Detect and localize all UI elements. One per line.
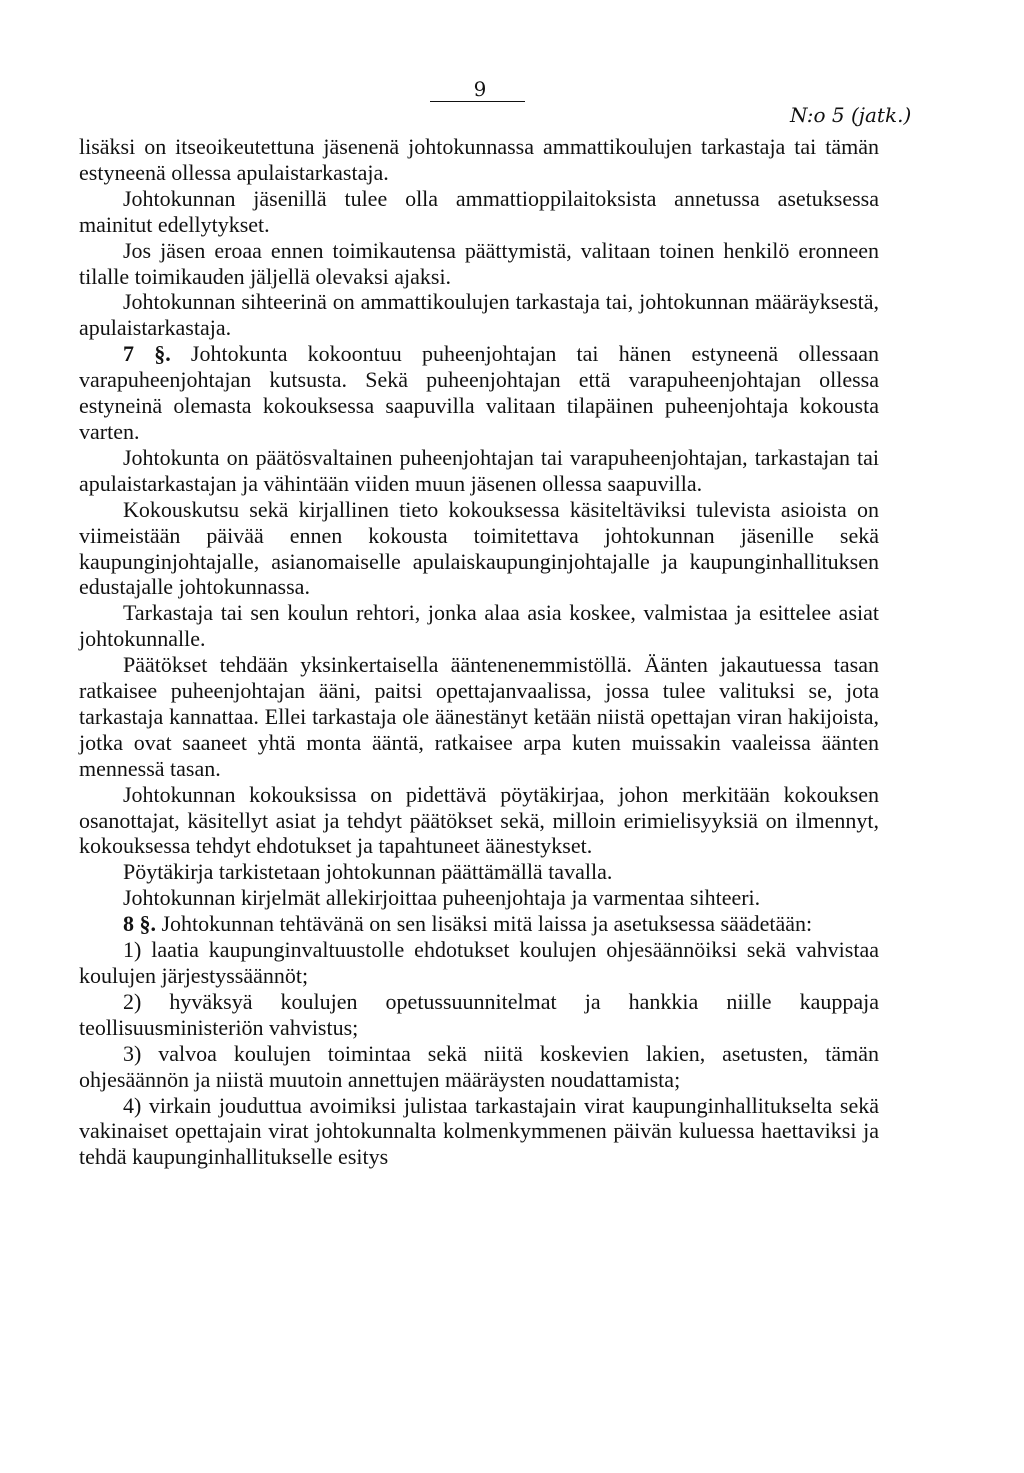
- list-item: 2) hyväksyä koulujen opetussuunnitelmat ja hankkia niille kauppaja teollisuusministeriön vahvistus;: [79, 988, 879, 1040]
- paragraph: Johtokunta on päätösvaltainen puheenjohtajan tai varapuheenjohtajan, tarkastajan tai apulaistarkastajan ja vähintään viiden muun jäsenen ollessa saapuvilla.: [79, 444, 879, 496]
- paragraph: Johtokunnan sihteerinä on ammattikoulujen tarkastaja tai, johtokunnan määräyksestä, apulaistarkastaja.: [79, 289, 879, 341]
- page-number-rule: [430, 101, 525, 102]
- section-8-paragraph: 8 §. Johtokunnan tehtävänä on sen lisäksi mitä laissa ja asetuksessa säädetään:: [123, 911, 813, 937]
- paragraph: Päätökset tehdään yksinkertaisella ääntenenemmistöllä. Äänten jakautuessa tasan ratkaisee puheenjohtajan ääni, paitsi opettajanvaalissa, jossa tulee valituksi se, jota tarkastaja kannattaa. Ellei tarkastaja ole äänestänyt ketään niistä opettajan viran hakijoista, jotka ovat saaneet yhtä monta ääntä, ratkaisee arpa kuten muissakin vaaleissa äänten mennessä tasan.: [79, 652, 879, 781]
- paragraph: Jos jäsen eroaa ennen toimikautensa päättymistä, valitaan toinen henkilö eronneen tilalle toimikauden jäljellä olevaksi ajaksi.: [79, 237, 879, 289]
- body-text: [79, 134, 879, 1170]
- page-header: [0, 78, 1024, 128]
- list-item: 4) virkain jouduttua avoimiksi julistaa tarkastajain virat kaupunginhallitukselta sekä vakinaiset opettajain virat johtokunnalta kolmenkymmenen päivän kuluessa haettaviksi ja tehdä kaupunginhallitukselle esitys: [79, 1092, 879, 1170]
- page-number: 9: [473, 77, 487, 101]
- paragraph: Tarkastaja tai sen koulun rehtori, jonka alaa asia koskee, valmistaa ja esittelee asiat johtokunnalle.: [79, 600, 879, 652]
- list-item: 1) laatia kaupunginvaltuustolle ehdotukset koulujen ohjesäännöiksi sekä vahvistaa koulujen järjestyssäännöt;: [79, 937, 879, 988]
- section-number: 8 §.: [123, 911, 156, 937]
- paragraph: lisäksi on itseoikeutettuna jäsenenä johtokunnassa ammattikoulujen tarkastaja tai tämän estyneenä ollessa apulaistarkastaja.: [79, 134, 879, 185]
- paragraph: Johtokunnan jäsenillä tulee olla ammattioppilaitoksista annetussa asetuksessa mainitut edellytykset.: [79, 185, 879, 237]
- list-item: 3) valvoa koulujen toimintaa sekä niitä koskevien lakien, asetusten, tämän ohjesäännön ja niistä muutoin annettujen määräysten noudattamista;: [79, 1040, 879, 1092]
- paragraph: Johtokunnan kokouksissa on pidettävä pöytäkirjaa, johon merkitään kokouksen osanottajat, käsitellyt asiat ja tehdyt päätökset sekä, milloin erimielisyyksiä on ilmennyt, kokouksessa tehdyt ehdotukset ja tapahtuneet äänestykset.: [79, 781, 879, 859]
- paragraph: Kokouskutsu sekä kirjallinen tieto kokouksessa käsiteltäviksi tulevista asioista on viimeistään päivää ennen kokousta toimitettava johtokunnan jäsenille sekä kaupunginjohtajalle, asianomaiselle apulaiskaupunginjohtajalle ja kaupunginhallituksen edustajalle johtokunnassa.: [79, 496, 879, 600]
- paragraph: Johtokunnan kirjelmät allekirjoittaa puheenjohtaja ja varmentaa sihteeri.: [123, 885, 761, 911]
- document-reference: N:o 5 (jatk.): [790, 103, 912, 127]
- section-number: 7 §.: [123, 341, 171, 367]
- paragraph: Pöytäkirja tarkistetaan johtokunnan päättämällä tavalla.: [123, 859, 613, 885]
- section-7-paragraph: 7 §. Johtokunta kokoontuu puheenjohtajan tai hänen estyneenä ollessaan varapuheenjohtajan kutsusta. Sekä puheenjohtajan että varapuheenjohtajan ollessa estyneinä olemasta kokouksessa saapuvilla valitaan tilapäinen puheenjohtaja kokousta varten.: [79, 341, 880, 444]
